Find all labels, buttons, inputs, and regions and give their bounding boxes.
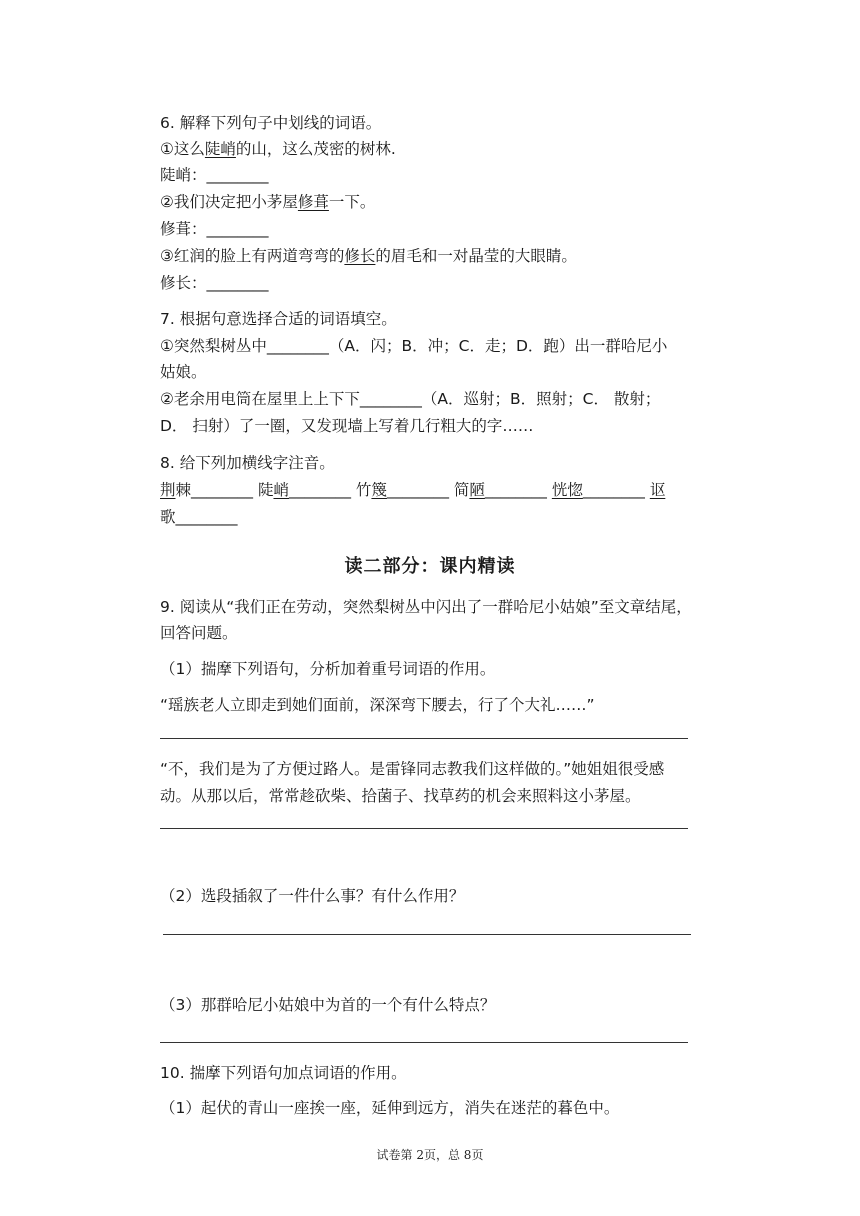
q9-part-1: （1）揣摩下列语句，分析加着重号词语的作用。 — [160, 660, 496, 678]
q6-answer-2: 修葺：________ — [160, 220, 269, 238]
underlined-word: 修葺 — [297, 193, 329, 211]
q7-line-1: ①突然梨树丛中________（A．闪；B．冲；C．走；D．跑）出一群哈尼小 — [160, 337, 668, 355]
q9-quote-1: “瑶族老人立即走到她们面前，深深弯下腰去，行了个大礼……” — [160, 696, 595, 714]
q7-line-3: ②老余用电筒在屋里上上下下________（A．巡射；B．照射；C． 散射； — [160, 390, 661, 408]
underlined-word: 陡峭 — [204, 140, 236, 158]
q6-sentence-1: ①这么陡峭的山，这么茂密的树林. — [160, 140, 396, 158]
q7-line-2: 姑娘。 — [160, 363, 207, 381]
q9-line-1: 9. 阅读从“我们正在劳动，突然梨树丛中闪出了一群哈尼小姑娘”至文章结尾， — [160, 598, 692, 616]
q9-part-2: （2）选段插叙了一件什么事？有什么作用？ — [160, 887, 465, 905]
answer-line — [160, 828, 688, 829]
q8-heading: 8. 给下列加横线字注音。 — [160, 454, 335, 472]
underlined-word: 修长 — [344, 247, 376, 265]
q6-sentence-3: ③红润的脸上有两道弯弯的修长的眉毛和一对晶莹的大眼睛。 — [160, 247, 577, 265]
q6-sentence-2: ②我们决定把小茅屋修葺一下。 — [160, 193, 376, 211]
q9-quote-2b: 动。从那以后，常常趁砍柴、拾菌子、找草药的机会来照料这小茅屋。 — [160, 787, 641, 805]
q9-quote-2a: “不，我们是为了方便过路人。是雷锋同志教我们这样做的。”她姐姐很受感 — [160, 760, 665, 778]
answer-line — [160, 1042, 688, 1043]
q10-part-1: （1）起伏的青山一座挨一座，延伸到远方，消失在迷茫的暮色中。 — [160, 1099, 620, 1117]
answer-line — [160, 738, 688, 739]
page-footer: 试卷第 2页，总 8页 — [376, 1148, 484, 1162]
q9-line-2: 回答问题。 — [160, 624, 238, 642]
q6-answer-3: 修长：________ — [160, 274, 269, 292]
q6-heading: 6. 解释下列句子中划线的词语。 — [160, 114, 382, 132]
section-title: 读二部分：课内精读 — [344, 556, 516, 577]
q8-items: 荆棘________ 陡峭________ 竹篾________ 简陋________ 恍惚________ 讴 — [160, 481, 666, 499]
q7-line-4: D． 扫射）了一圈，又发现墙上写着几行粗大的字…… — [160, 417, 534, 435]
q8-items-line-2: 歌________ — [160, 508, 238, 526]
answer-line — [163, 934, 691, 935]
q7-heading: 7. 根据句意选择合适的词语填空。 — [160, 310, 397, 328]
q9-part-3: （3）那群哈尼小姑娘中为首的一个有什么特点？ — [160, 996, 496, 1014]
q10-heading: 10. 揣摩下列语句加点词语的作用。 — [160, 1064, 407, 1082]
q6-answer-1: 陡峭：________ — [160, 166, 269, 184]
